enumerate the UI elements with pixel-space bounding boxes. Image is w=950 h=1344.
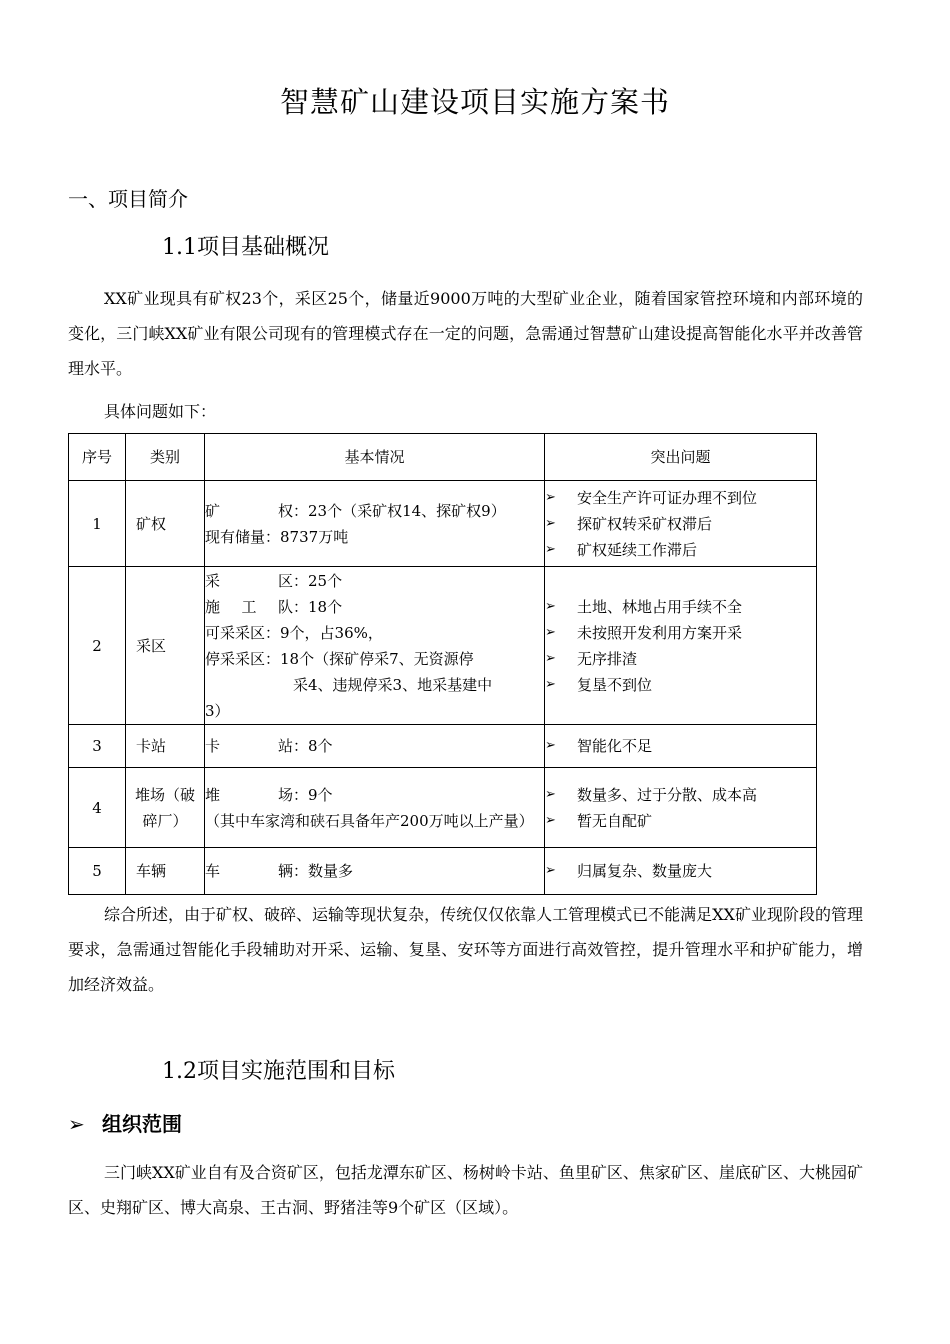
basic-line: 施工队：18个: [205, 597, 343, 616]
header-issues: 突出问题: [545, 434, 817, 481]
bullet-heading-label: 组织范围: [102, 1112, 182, 1136]
cell-basic: [205, 567, 545, 725]
cell-category: 堆场（破碎厂）: [126, 768, 205, 848]
cell-issues: [545, 567, 817, 725]
bullet-heading-scope: [68, 1108, 182, 1137]
cell-category: 采区: [126, 567, 205, 725]
paragraph-scope: 三门峡XX矿业自有及合资矿区，包括龙潭东矿区、杨树岭卡站、鱼里矿区、焦家矿区、崖底矿区、大桃园矿区、史翔矿区、博大高泉、王古洞、野猪洼等9个矿区（区域）。: [68, 1163, 863, 1217]
arrow-bullet-icon: ➢: [68, 1112, 85, 1136]
arrow-bullet-icon: ➢: [545, 650, 556, 666]
subsection-heading-1-2: 1.2项目实施范围和目标: [162, 1059, 395, 1084]
arrow-bullet-icon: ➢: [545, 489, 556, 505]
cell-category: 车辆: [126, 848, 205, 895]
cell-no: 4: [69, 768, 126, 848]
basic-line: 停采采区：18个（探矿停采7、无资源停: [205, 649, 474, 668]
cell-issues: [545, 725, 817, 768]
header-basic: 基本情况: [205, 434, 545, 481]
issue-item: ➢ 安全生产许可证办理不到位: [545, 485, 816, 511]
cell-basic: [205, 481, 545, 567]
arrow-bullet-icon: ➢: [545, 598, 556, 614]
basic-continuation: 采4、违规停采3、地采基建中: [293, 675, 493, 694]
paragraph-problems-intro: 具体问题如下：: [104, 402, 217, 421]
arrow-bullet-icon: ➢: [545, 863, 556, 878]
basic-line: 卡站：8个: [205, 737, 333, 755]
paragraph-overview: XX矿业现具有矿权23个，采区25个，储量近9000万吨的大型矿业企业，随着国家管控环境和内部环境的变化，三门峡XX矿业有限公司现有的管理模式存在一定的问题，急需通过智慧矿山建设提高智能化水平并改善管理水平。: [68, 289, 863, 378]
table-row: [69, 848, 817, 895]
table-row: [69, 567, 817, 725]
arrow-bullet-icon: ➢: [545, 812, 556, 828]
cell-basic: [205, 725, 545, 768]
header-category: 类别: [126, 434, 205, 481]
issue-item: ➢ 复垦不到位: [545, 672, 816, 698]
basic-tail: 3）: [205, 701, 230, 720]
cell-basic: [205, 768, 545, 848]
cell-no: 5: [69, 848, 126, 895]
document-title: 智慧矿山建设项目实施方案书: [279, 85, 670, 119]
arrow-bullet-icon: ➢: [545, 624, 556, 640]
cell-category: 卡站: [126, 725, 205, 768]
issue-item: ➢ 无序排渣: [545, 646, 816, 672]
cell-issues: [545, 481, 817, 567]
basic-line: 现有储量：8737万吨: [205, 527, 349, 546]
issue-item: ➢ 探矿权转采矿权滞后: [545, 511, 816, 537]
header-no: 序号: [69, 434, 126, 481]
basic-line: 车辆：数量多: [205, 862, 354, 880]
basic-note: （其中车家湾和硖石具备年产200万吨以上产量）: [205, 811, 534, 830]
cell-no: 3: [69, 725, 126, 768]
basic-line: 堆场：9个: [205, 785, 333, 804]
issue-item: ➢ 土地、林地占用手续不全: [545, 594, 816, 620]
paragraph-summary: 综合所述，由于矿权、破碎、运输等现状复杂，传统仅仅依靠人工管理模式已不能满足XX矿业现阶段的管理要求，急需通过智能化手段辅助对开采、运输、复垦、安环等方面进行高效管控，提升管理水平和护矿能力，增加经济效益。: [68, 905, 863, 994]
issue-item: ➢ 智能化不足: [545, 733, 816, 759]
cell-category: 矿权: [126, 481, 205, 567]
subsection-heading-1-1: 1.1项目基础概况: [162, 235, 329, 260]
issue-item: ➢ 归属复杂、数量庞大: [545, 858, 816, 884]
arrow-bullet-icon: ➢: [545, 676, 556, 692]
arrow-bullet-icon: ➢: [545, 786, 556, 802]
issue-item: ➢ 暂无自配矿: [545, 808, 816, 834]
arrow-bullet-icon: ➢: [545, 515, 556, 531]
cell-no: 2: [69, 567, 126, 725]
arrow-bullet-icon: ➢: [545, 541, 556, 557]
issue-item: ➢ 未按照开发利用方案开采: [545, 620, 816, 646]
basic-line: 矿权：23个（采矿权14、探矿权9）: [205, 501, 506, 520]
table-row: [69, 481, 817, 567]
table-header-row: [69, 434, 817, 481]
basic-line: 采区：25个: [205, 571, 343, 590]
section-heading-1: 一、项目简介: [68, 187, 188, 211]
issue-item: ➢ 矿权延续工作滞后: [545, 537, 816, 563]
cell-issues: [545, 848, 817, 895]
cell-issues: [545, 768, 817, 848]
cell-no: 1: [69, 481, 126, 567]
table-row: [69, 768, 817, 848]
arrow-bullet-icon: ➢: [545, 738, 556, 753]
basic-line: 可采采区：9个，占36%，: [205, 623, 383, 642]
cell-basic: [205, 848, 545, 895]
issue-item: ➢ 数量多、过于分散、成本高: [545, 782, 816, 808]
table-row: [69, 725, 817, 768]
issues-table: [68, 433, 817, 895]
